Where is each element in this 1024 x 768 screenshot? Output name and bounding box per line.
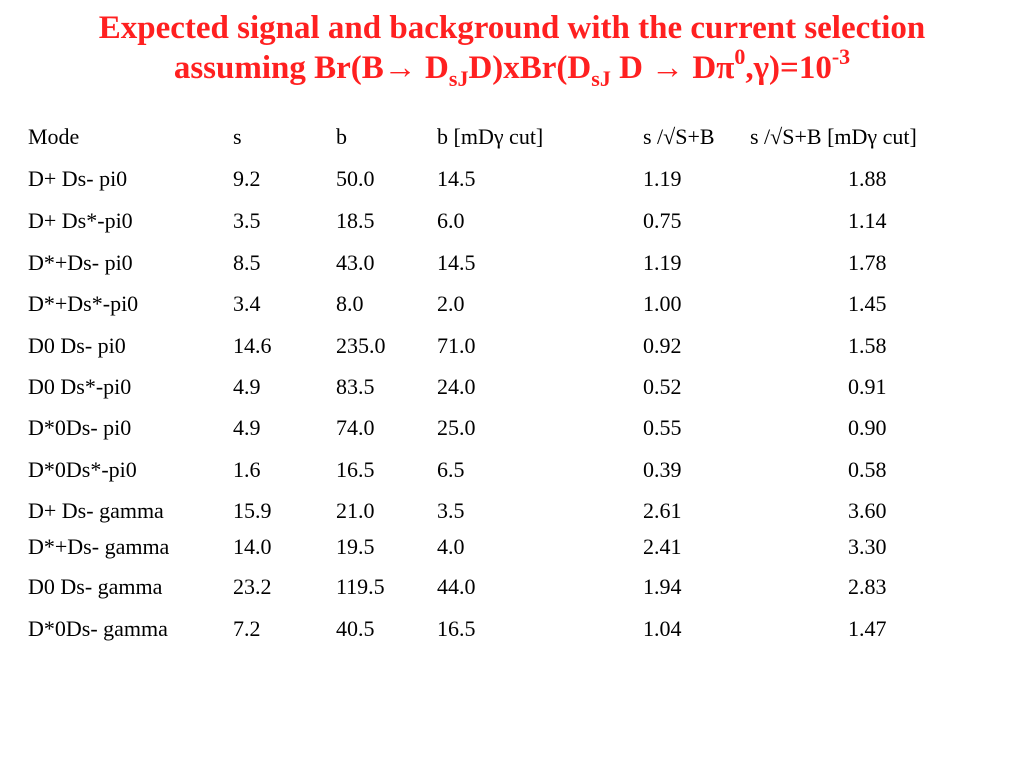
cell-b-mdg-cut: 71.0 [437, 333, 476, 358]
title-text-2d: D [610, 50, 643, 86]
cell-b-mdg-cut: 14.5 [437, 166, 476, 191]
cell-mode: D0 Ds*-pi0 [28, 374, 132, 399]
cell-significance-mdg-cut: 1.14 [848, 208, 887, 233]
cell-b: 43.0 [336, 250, 375, 275]
cell-mode: D+ Ds- pi0 [28, 166, 128, 191]
superscript-0: 0 [734, 44, 746, 69]
cell-significance-mdg-cut: 3.30 [848, 534, 887, 559]
title-text-2e: D [684, 50, 717, 86]
cell-b: 19.5 [336, 534, 375, 559]
cell-s: 8.5 [233, 250, 261, 275]
cell-b-mdg-cut: 16.5 [437, 616, 476, 641]
cell-significance: 1.00 [643, 291, 682, 316]
cell-s: 15.9 [233, 498, 272, 523]
cell-s: 3.5 [233, 208, 261, 233]
cell-significance: 1.19 [643, 166, 682, 191]
header-mode: Mode [28, 124, 80, 149]
cell-significance: 2.41 [643, 534, 682, 559]
cell-mode: D+ Ds*-pi0 [28, 208, 133, 233]
cell-significance: 1.19 [643, 250, 682, 275]
cell-significance-mdg-cut: 0.91 [848, 374, 887, 399]
cell-b: 40.5 [336, 616, 375, 641]
cell-b-mdg-cut: 4.0 [437, 534, 465, 559]
cell-mode: D*0Ds- pi0 [28, 415, 132, 440]
superscript-exponent: -3 [831, 44, 851, 69]
arrow-symbol-2: → [651, 50, 685, 86]
cell-b-mdg-cut: 3.5 [437, 498, 465, 523]
cell-b-mdg-cut: 25.0 [437, 415, 476, 440]
cell-s: 1.6 [233, 457, 261, 482]
cell-b: 16.5 [336, 457, 375, 482]
cell-s: 14.6 [233, 333, 272, 358]
cell-mode: D0 Ds- gamma [28, 574, 163, 599]
cell-significance: 0.55 [643, 415, 682, 440]
cell-b: 74.0 [336, 415, 375, 440]
cell-b: 119.5 [336, 574, 385, 599]
header-significance-mdg-cut: s /√S+B [mDγ cut] [750, 124, 917, 149]
cell-significance-mdg-cut: 2.83 [848, 574, 887, 599]
header-s: s [233, 124, 242, 149]
cell-b: 21.0 [336, 498, 375, 523]
cell-significance: 0.75 [643, 208, 682, 233]
cell-b: 50.0 [336, 166, 375, 191]
cell-s: 23.2 [233, 574, 272, 599]
cell-significance-mdg-cut: 1.47 [848, 616, 887, 641]
cell-s: 4.9 [233, 374, 261, 399]
cell-significance-mdg-cut: 1.88 [848, 166, 887, 191]
cell-b-mdg-cut: 2.0 [437, 291, 465, 316]
cell-significance-mdg-cut: 1.58 [848, 333, 887, 358]
cell-s: 7.2 [233, 616, 261, 641]
cell-b-mdg-cut: 14.5 [437, 250, 476, 275]
cell-s: 9.2 [233, 166, 261, 191]
cell-mode: D*0Ds*-pi0 [28, 457, 137, 482]
cell-significance: 1.04 [643, 616, 682, 641]
subscript-sJ: sJ [448, 66, 469, 91]
cell-b-mdg-cut: 6.5 [437, 457, 465, 482]
cell-mode: D0 Ds- pi0 [28, 333, 126, 358]
cell-significance-mdg-cut: 1.45 [848, 291, 887, 316]
cell-b: 18.5 [336, 208, 375, 233]
title-text-1: Expected signal and background with the current selection [98, 10, 926, 46]
title-text-2f: ,γ)=10 [745, 50, 832, 86]
cell-significance: 2.61 [643, 498, 682, 523]
cell-significance: 1.94 [643, 574, 682, 599]
cell-mode: D+ Ds- gamma [28, 498, 164, 523]
cell-significance: 0.52 [643, 374, 682, 399]
cell-s: 3.4 [233, 291, 261, 316]
cell-mode: D*+Ds- gamma [28, 534, 170, 559]
cell-significance-mdg-cut: 0.90 [848, 415, 887, 440]
cell-s: 14.0 [233, 534, 272, 559]
cell-s: 4.9 [233, 415, 261, 440]
header-significance: s /√S+B [643, 124, 715, 149]
pi-symbol: π [716, 50, 735, 86]
cell-b: 83.5 [336, 374, 375, 399]
cell-b-mdg-cut: 6.0 [437, 208, 465, 233]
cell-significance: 0.39 [643, 457, 682, 482]
subscript-sJ-2: sJ [591, 66, 611, 91]
cell-b: 8.0 [336, 291, 364, 316]
arrow-symbol: → [383, 50, 417, 86]
header-b: b [336, 124, 347, 149]
title-text-2a: assuming Br(B [173, 50, 384, 86]
cell-mode: D*+Ds*-pi0 [28, 291, 139, 316]
cell-mode: D*0Ds- gamma [28, 616, 168, 641]
cell-mode: D*+Ds- pi0 [28, 250, 133, 275]
cell-b-mdg-cut: 24.0 [437, 374, 476, 399]
title-text-2b: D [416, 50, 449, 86]
cell-significance: 0.92 [643, 333, 682, 358]
cell-significance-mdg-cut: 0.58 [848, 457, 887, 482]
cell-significance-mdg-cut: 3.60 [848, 498, 887, 523]
header-b-mdg-cut: b [mDγ cut] [437, 124, 544, 149]
cell-b-mdg-cut: 44.0 [437, 574, 476, 599]
title-text-2c: D)xBr(D [468, 50, 592, 86]
cell-significance-mdg-cut: 1.78 [848, 250, 887, 275]
cell-b: 235.0 [336, 333, 386, 358]
